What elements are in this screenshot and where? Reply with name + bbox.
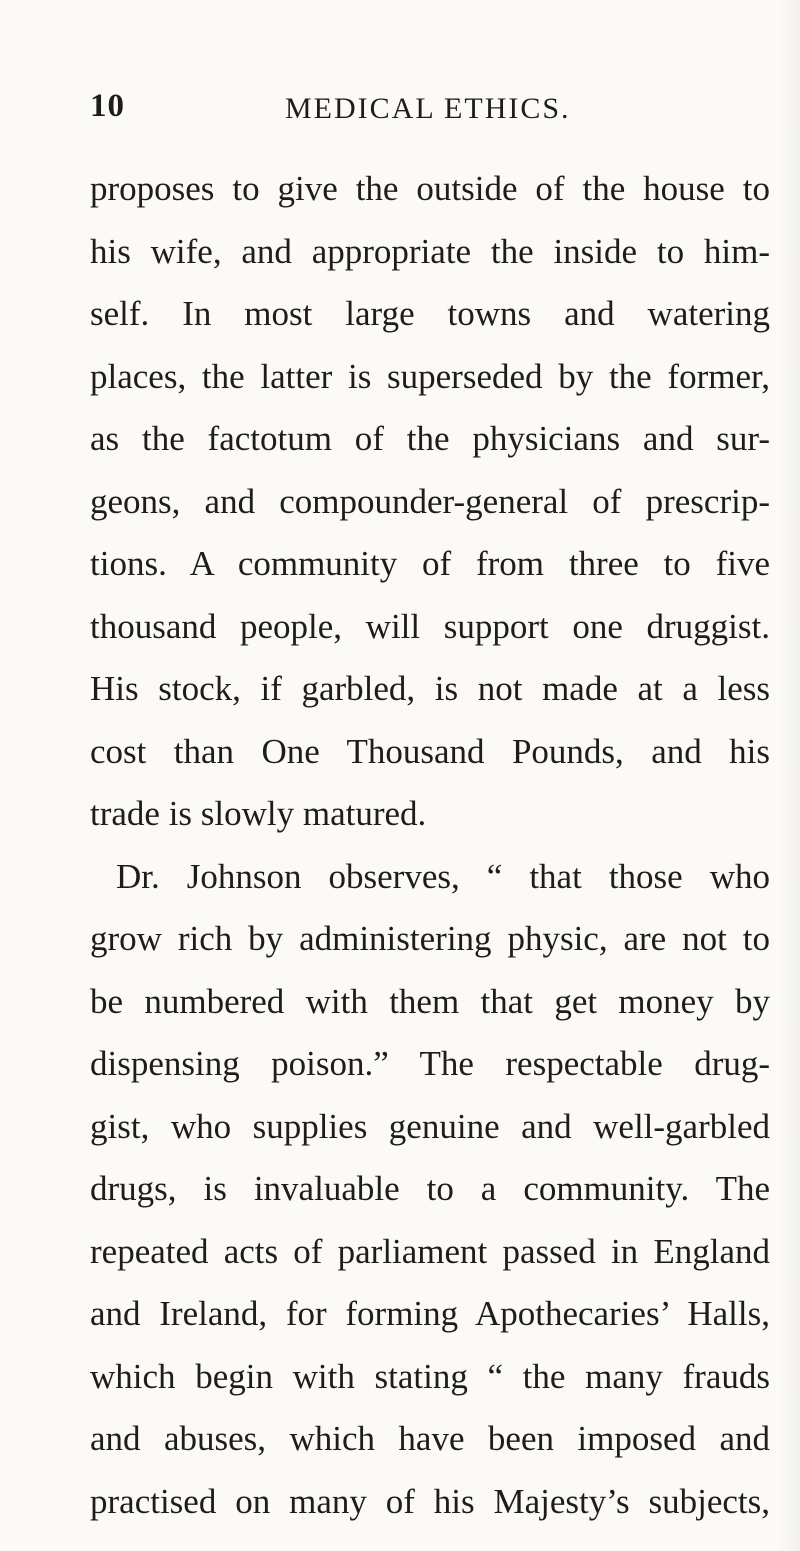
- text-line: trade is slowly matured.: [90, 794, 427, 833]
- text-line: which begin with stating “ the many frauds: [90, 1356, 770, 1396]
- text-line: be numbered with them that get money by: [90, 981, 770, 1021]
- text-line: tions. A community of from three to five: [90, 544, 770, 583]
- text-line: cost than One Thousand Pounds, and his: [90, 731, 770, 771]
- text-line: His stock, if garbled, is not made at a less: [90, 669, 770, 708]
- page-header: [90, 88, 760, 148]
- text-line: gist, who supplies genuine and well-garbled: [90, 1106, 770, 1146]
- text-line: dispensing poison.” The respectable drug-: [90, 1044, 770, 1083]
- text-line: places, the latter is superseded by the former,: [90, 356, 770, 396]
- body-text: [90, 158, 770, 1533]
- text-line: geons, and compounder-general of prescrip-: [90, 481, 770, 521]
- text-line: self. In most large towns and watering: [90, 294, 770, 333]
- page-number: 10: [90, 88, 125, 124]
- running-head-title: MEDICAL ETHICS.: [285, 92, 571, 125]
- text-line: drugs, is invaluable to a community. The: [90, 1169, 770, 1208]
- text-line: and Ireland, for forming Apothecaries’ Halls,: [90, 1294, 770, 1333]
- text-line: grow rich by administering physic, are not to: [90, 919, 770, 958]
- text-line: proposes to give the outside of the house to: [90, 169, 770, 208]
- text-line: repeated acts of parliament passed in England: [90, 1231, 770, 1271]
- text-line: and abuses, which have been imposed and: [90, 1419, 770, 1458]
- text-line: his wife, and appropriate the inside to him-: [90, 231, 770, 271]
- text-line: practised on many of his Majesty’s subjects,: [90, 1481, 770, 1521]
- text-line: Dr. Johnson observes, “ that those who: [116, 856, 770, 896]
- text-line: thousand people, will support one druggist.: [90, 606, 770, 646]
- text-line: as the factotum of the physicians and sur-: [90, 419, 770, 458]
